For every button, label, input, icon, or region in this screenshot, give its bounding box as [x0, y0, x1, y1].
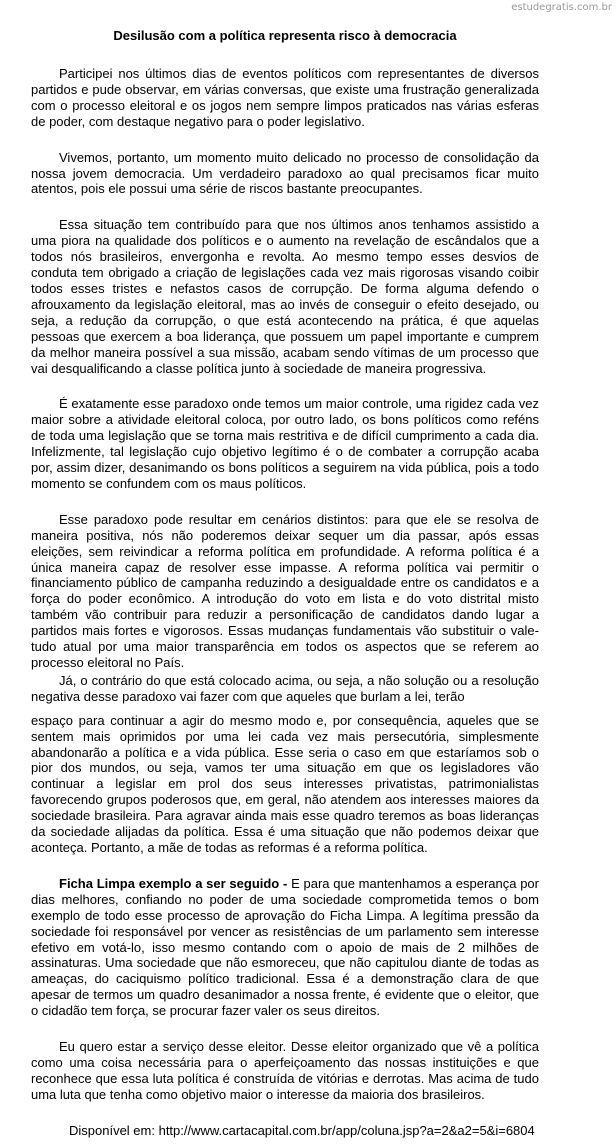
- paragraph-3: Essa situação tem contribuído para que nos últimos anos tenhamos assistido a uma piora na qualidade dos políticos e o aumento na revelação de escândalos que a todos nós brasileiros, envergonha e revolta. Ao mesmo tempo esses desvios de conduta tem obrigado a criação de legislações cada vez mais rigorosas visando coibir todos esses tristes e nefastos casos de corrupção. De forma alguma defendo o afrouxamento da legislação eleitoral, mas ao invés de conseguir o efeito desejado, ou seja, a redução da corrupção, o que está acontecendo na prática, é que aquelas pessoas que exercem a boa liderança, que possuem um papel importante e cumprem da melhor maneira possível a sua missão, acabam sendo vítimas de um processo que vai desqualificando a classe política junto à sociedade de maneira progressiva.: [31, 217, 539, 376]
- document: [31, 22, 539, 1139]
- watermark: estudegratis.com.br: [511, 2, 612, 13]
- paragraph-2: Vivemos, portanto, um momento muito delicado no processo de consolidação da nossa jovem democracia. Um verdadeiro paradoxo ao qual precisamos ficar muito atentos, pois ele possui uma série de riscos bastante preocupantes.: [31, 149, 539, 197]
- paragraph-4: É exatamente esse paradoxo onde temos um maior controle, uma rigidez cada vez maior sobre a atividade eleitoral coloca, por outro lado, os bons políticos como reféns de toda uma legislação que se torna mais restritiva e de difícil cumprimento a cada dia. Infelizmente, tal legislação cujo objetivo legítimo é o de combater a corrupção acaba por, assim dizer, desanimando os bons políticos a seguirem na vida pública, pois a todo momento se confundem com os maus políticos.: [31, 396, 539, 491]
- ficha-limpa-text: E para que mantenhamos a esperança por dias melhores, confiando no poder de uma sociedade comprometida temos o bom exemplo de todo esse processo de aprovação do Ficha Limpa. A legítima pressão da sociedade foi responsável por vencer as resistências de um parlamento sem interesse efetivo em votá-lo, isso mesmo contando com o apoio de mais de 2 milhões de assinaturas. Uma sociedade que não esmoreceu, que não capitulou diante de todas as ameaças, do caciquismo político tradicional. Essa é a demonstração clara de que apesar de termos um quadro desanimador a nossa frente, é evidente que o eleitor, que o cidadão tem força, se procurar fazer valer os seus direitos.: [31, 875, 539, 1019]
- paragraph-ficha-limpa: [31, 876, 539, 1019]
- paragraph-1: Participei nos últimos dias de eventos políticos com representantes de diversos partidos e pude observar, em várias conversas, que existe uma frustração generalizada com o processo eleitoral e os jogos nem sempre limpos praticados nas várias esferas de poder, com destaque negativo para o poder legislativo.: [31, 66, 539, 129]
- document-title: Desilusão com a política representa risco à democracia: [113, 28, 457, 43]
- paragraph-5: Esse paradoxo pode resultar em cenários distintos: para que ele se resolva de maneira positiva, nós não poderemos deixar sequer um dia passar, após essas eleições, sem reivindicar a reforma política em profundidade. A reforma política é a única maneira capaz de resolver esse impasse. A reforma política vai permitir o financiamento público de campanha reduzindo a desigualdade entre os candidatos e a força do poder econômico. A introdução do voto em lista e do voto distrital misto também vão contribuir para reduzir a personificação de candidatos dando lugar a partidos mais fortes e vigorosos. Essas mudanças fundamentais vão substituir o vale-tudo atual por uma maior transparência em todos os aspectos que se referem ao processo eleitoral no País.: [31, 511, 539, 670]
- paragraph-9: Eu quero estar a serviço desse eleitor. Desse eleitor organizado que vê a política como uma coisa necessária para o aperfeiçoamento das nossas instituições e que reconhece que essa luta política é construída de vitórias e derrotas. Mas acima de tudo uma luta que tenha como objetivo maior o interesse da maioria dos brasileiros.: [31, 1039, 539, 1102]
- paragraph-6: Já, o contrário do que está colocado acima, ou seja, a não solução ou a resolução negativa desse paradoxo vai fazer com que aqueles que burlam a lei, terão: [31, 672, 539, 704]
- source-link[interactable]: Disponível em: http://www.cartacapital.com.br/app/coluna.jsp?a=2&a2=5&i=6804: [69, 1122, 535, 1138]
- ficha-limpa-heading: Ficha Limpa exemplo a ser seguido -: [59, 875, 288, 891]
- paragraph-7: espaço para continuar a agir do mesmo modo e, por consequência, aqueles que se sentem mais oprimidos por uma lei cada vez mais persecutória, simplesmente abandonarão a política e a vida pública. Esse seria o caso em que estaríamos sob o pior dos mundos, ou seja, vamos ter uma situação em que os legisladores vão continuar a legislar em prol dos seus interesses privatistas, patrimonialistas favorecendo grupos poderosos que, em geral, não atendem aos interesses maiores da sociedade brasileira. Para agravar ainda mais esse quadro teremos as boas lideranças da sociedade alijadas da política. Essa é uma situação que não podemos deixar que aconteça. Portanto, a mãe de todas as reformas é a reforma política.: [31, 712, 539, 855]
